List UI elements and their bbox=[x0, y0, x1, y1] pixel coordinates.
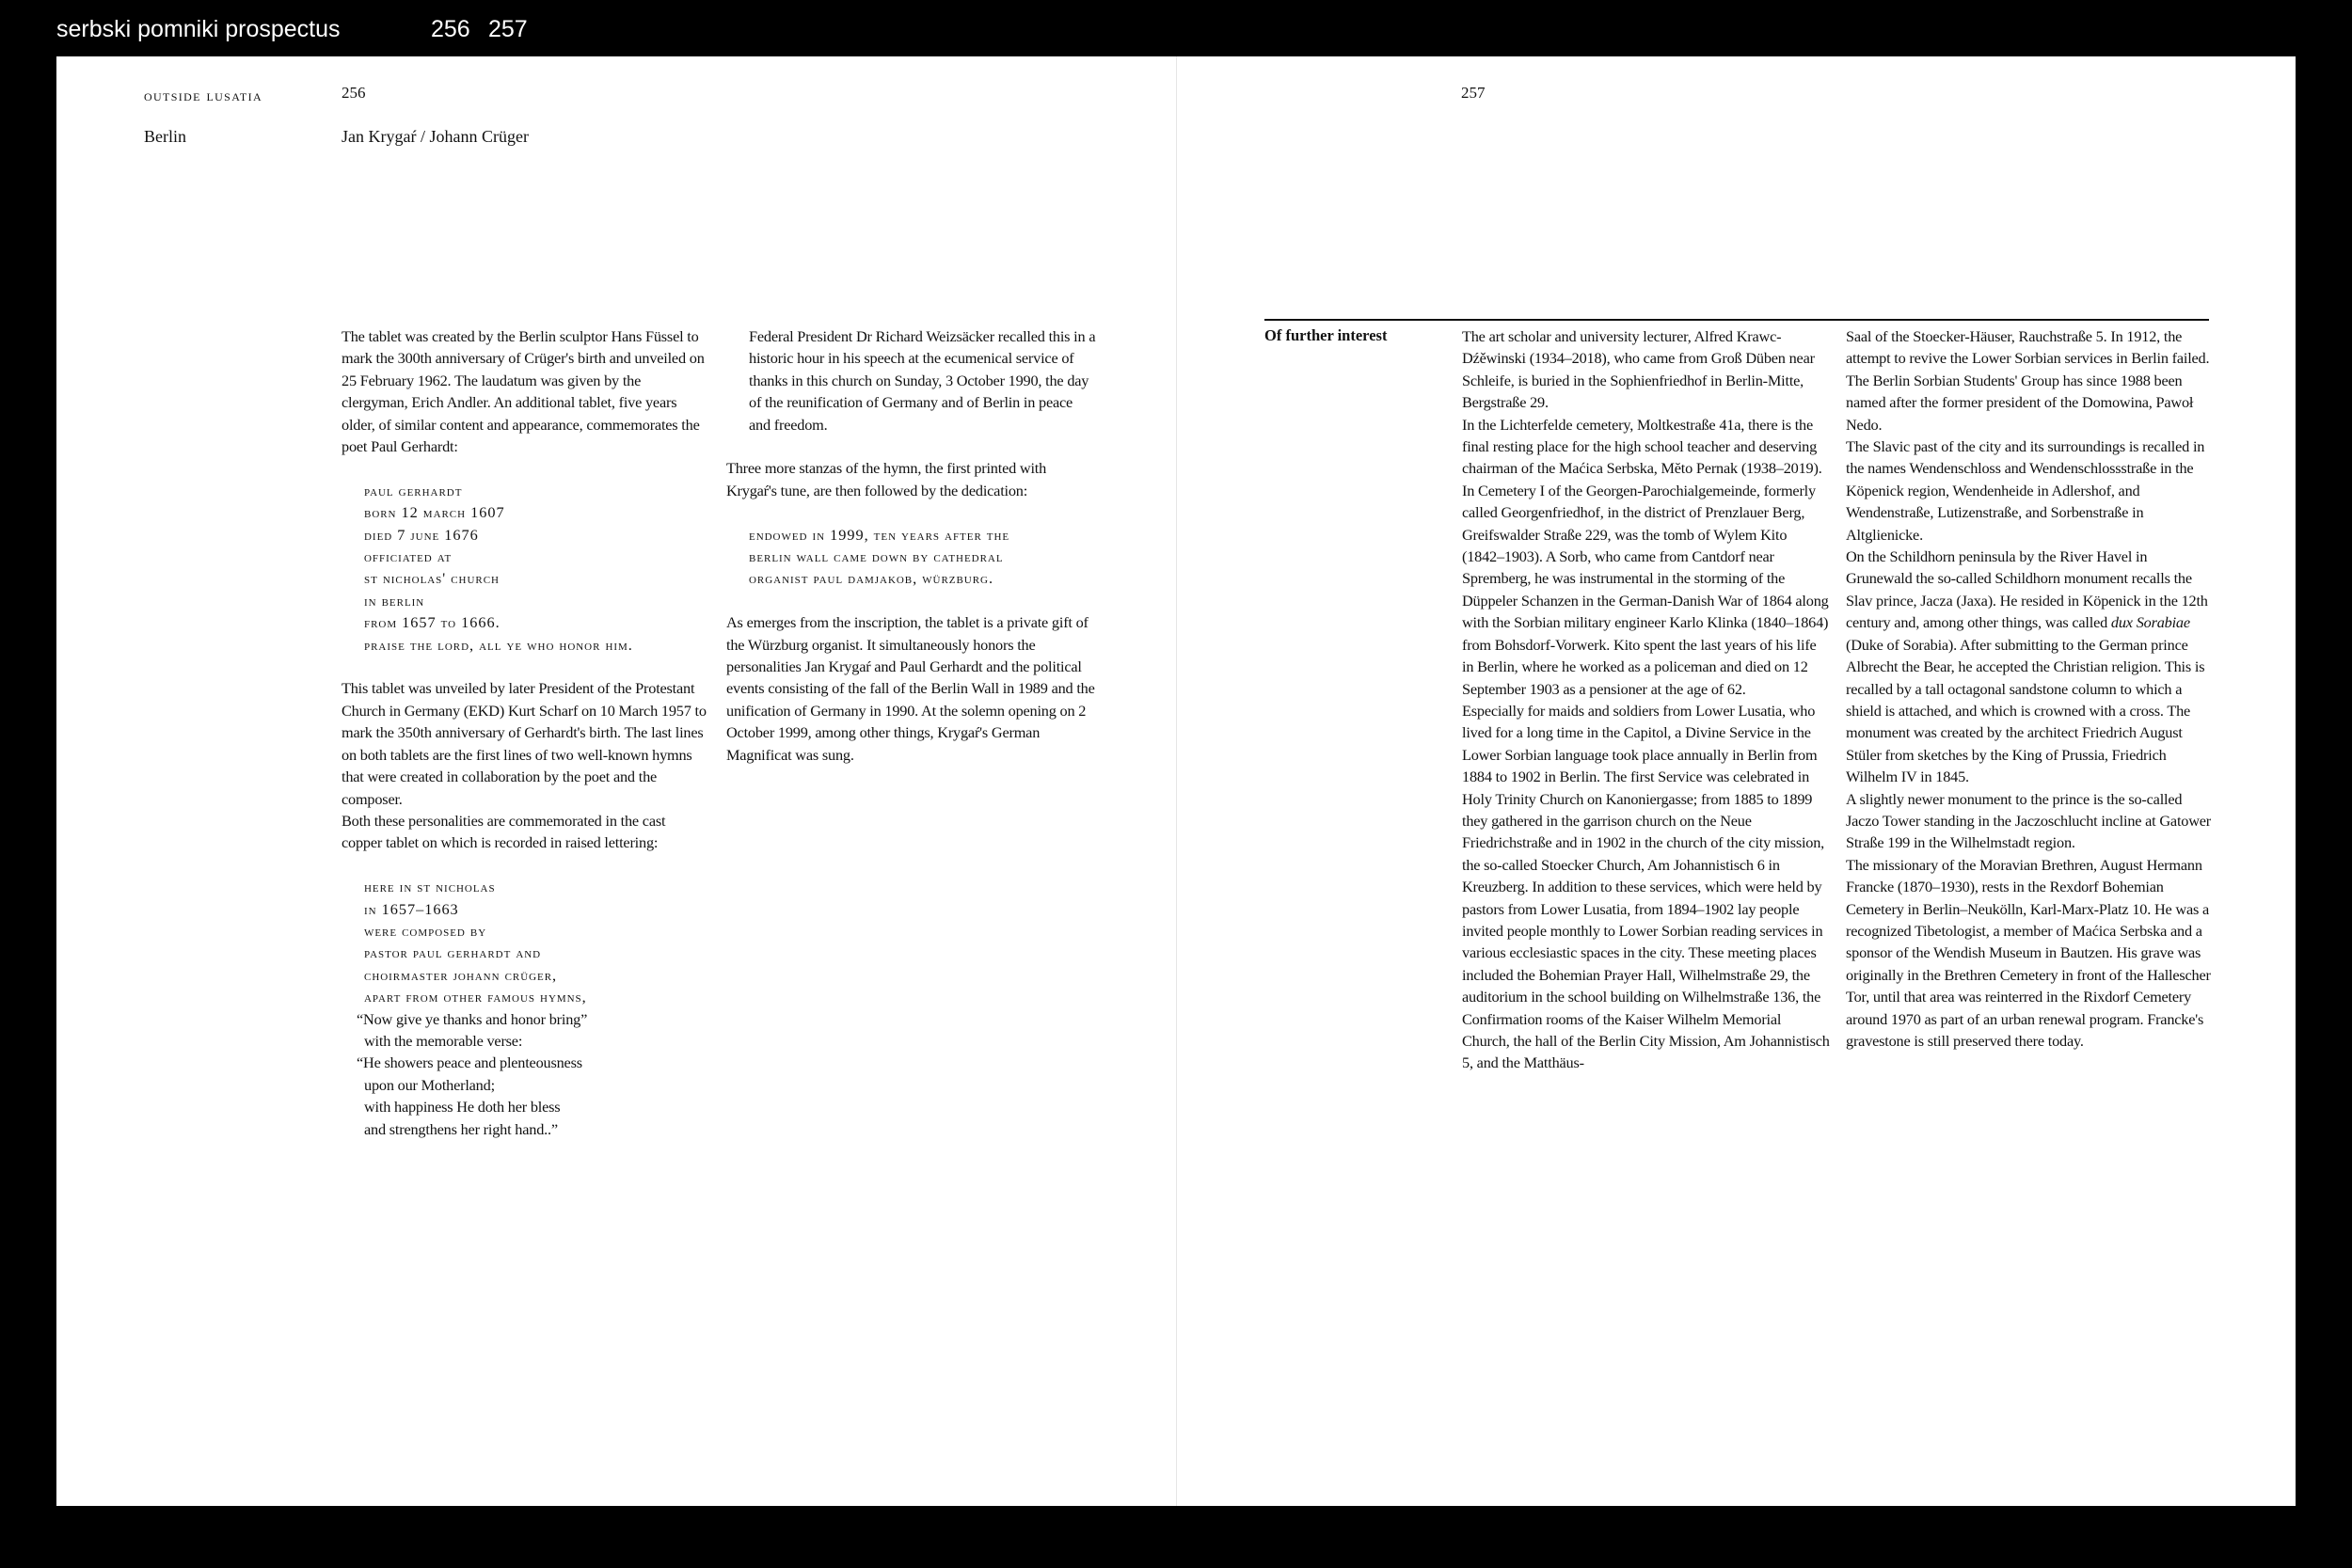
right-page bbox=[1177, 56, 2296, 1506]
paragraph: As emerges from the inscription, the tablet is a private gift of the Würzburg organist. It simultaneously honors the personalities Jan Krygaŕ and Paul Gerhardt and the political events consisting of the fall of the Berlin Wall in 1989 and the unification of Germany in 1990. At the solemn opening on 2 October 1999, among other things, Krygaŕ's German Magnificat was sung. bbox=[726, 613, 1095, 764]
running-head: outside lusatia bbox=[144, 87, 262, 104]
inscription-nicholas bbox=[342, 876, 708, 1140]
paragraph: The Berlin Sorbian Students' Group has since 1988 been named after the former president of the Domowina, Pawoł Nedo. bbox=[1846, 371, 2194, 434]
inscription-dedication bbox=[726, 524, 1097, 590]
inscription-line: from 1657 to 1666. bbox=[364, 613, 501, 632]
verse-line: with the memorable verse: bbox=[364, 1031, 523, 1050]
app-title: serbski pomniki prospectus bbox=[56, 16, 341, 42]
place-label: Berlin bbox=[144, 127, 186, 146]
paragraph: In Cemetery I of the Georgen-Parochialgemeinde, formerly called Georgenfriedhof, in the district of Prenzlauer Berg, Greifswalder Straße 229, was the tomb of Wylem Kito (1842–1903). A Sorb, who came from Cantdorf near Spremberg, he was instrumental in the storming of the Düppeler Schanzen in the German-Danish War of 1864 along with the Sorbian military engineer Karlo Klinka (1840–1864) from Bohsdorf-Vorwerk. Kito spent the last years of his life in Berlin, where he worked as a policeman and died on 12 September 1903 as a pensioner at the age of 62. bbox=[1462, 481, 1829, 698]
paragraph: In the Lichterfelde cemetery, Moltkestraße 41a, there is the final resting place for the high school teacher and deserving chairman of the Maćica Serbska, Mĕto Pernak (1938–2019). bbox=[1462, 415, 1822, 478]
paragraph-text: On the Schildhorn peninsula by the River Havel in Grunewald the so-called Schildhorn monument recalls the Slav prince, Jacza (Jaxa). He resided in Köpenick in the 12th century and, among other things, was called bbox=[1846, 547, 2208, 632]
inscription-line: born 12 march 1607 bbox=[364, 503, 505, 522]
inscription-line: apart from other famous hymns, bbox=[364, 988, 587, 1006]
verse-line: and strengthens her right hand..” bbox=[364, 1119, 558, 1138]
inscription-line: here in st nicholas bbox=[364, 878, 496, 896]
inscription-line: st nicholas' church bbox=[364, 569, 500, 588]
verse-line: upon our Motherland; bbox=[364, 1075, 495, 1094]
paragraph-text: (Duke of Sorabia). After submitting to the German prince Albrecht the Bear, he accepted the Christian religion. This is recalled by a tall octagonal sandstone column to which a shield is attached, and which is crowned with a cross. The monument was created by the architect Friedrich August Stüler from sketches by the King of Prussia, Friedrich Wilhelm IV in 1845. bbox=[1846, 635, 2205, 786]
paragraph: Both these personalities are commemorated in the cast copper tablet on which is recorded in raised lettering: bbox=[342, 811, 666, 852]
latin-title: dux Sorabiae bbox=[2110, 613, 2190, 632]
paragraph: The art scholar and university lecturer, Alfred Krawc-Dźěwinski (1934–2018), who came from Groß Düben near Schleife, is buried in the Sophienfriedhof in Berlin-Mitte, Bergstraße 29. bbox=[1462, 327, 1815, 412]
paragraph: Saal of the Stoecker-Häuser, Rauchstraße 5. In 1912, the attempt to revive the Lower Sorbian services in Berlin failed. bbox=[1846, 327, 2210, 368]
top-bar bbox=[0, 0, 2352, 56]
inscription-line: organist paul damjakob, würzburg. bbox=[749, 569, 994, 588]
inscription-gerhardt bbox=[342, 480, 708, 656]
paragraph: The Slavic past of the city and its surroundings is recalled in the names Wendenschloss and Wendenschlossstraße in the Köpenick region, Wendenheide in Adlershof, and Wendenstraße, Lutizenstraße, and Sorbenstraße in Altglienicke. bbox=[1846, 437, 2205, 544]
inscription-line: choirmaster johann crüger, bbox=[364, 965, 558, 984]
verse-line: “He showers peace and plenteousness bbox=[357, 1053, 582, 1072]
book-spread bbox=[56, 56, 2296, 1506]
paragraph: Three more stanzas of the hymn, the first printed with Krygaŕ's tune, are then followed by the dedication: bbox=[726, 459, 1047, 499]
verse-line: with happiness He doth her bless bbox=[364, 1098, 561, 1117]
paragraph: The missionary of the Moravian Brethren, August Hermann Francke (1870–1930), rests in the Rexdorf Bohemian Cemetery in Berlin–Neukölln, Karl-Marx-Platz 10. He was a recognized Tibetologist, a member of Maćica Serbska and a sponsor of the Wendish Museum in Bautzen. His grave was originally in the Brethren Cemetery in front of the Hallescher Tor, until that area was reinterred in the Rixdorf Cemetery around 1970 as part of an urban renewal program. Francke's gravestone is still preserved there today. bbox=[1846, 855, 2211, 1050]
section-rule bbox=[1264, 319, 2209, 321]
page-link-257[interactable]: 257 bbox=[488, 16, 528, 42]
inscription-line: berlin wall came down by cathedral bbox=[749, 547, 1004, 566]
inscription-line: in 1657–1663 bbox=[364, 899, 459, 918]
section-label: Of further interest bbox=[1264, 326, 1388, 344]
left-column-1 bbox=[342, 325, 708, 1140]
right-column-2 bbox=[1846, 325, 2215, 1052]
paragraph: The tablet was created by the Berlin sculptor Hans Füssel to mark the 300th anniversary of Crüger's birth and unveiled on 25 February 1962. The laudatum was given by the clergyman, Erich Andler. An additional tablet, five years older, of similar content and appearance, commemorates the poet Paul Gerhardt: bbox=[342, 327, 705, 456]
paragraph bbox=[1846, 546, 2215, 787]
paragraph: This tablet was unveiled by later President of the Protestant Church in Germany (EKD) Kurt Scharf on 10 March 1957 to mark the 350th anniversary of Gerhardt's birth. The last lines on both tablets are the first lines of two well-known hymns that were created in collaboration by the poet and the composer. bbox=[342, 679, 707, 808]
left-column-2 bbox=[726, 325, 1097, 766]
inscription-line: officiated at bbox=[364, 547, 453, 566]
paragraph: A slightly newer monument to the prince is the so-called Jaczo Tower standing in the Jaczoschlucht incline at Gatower Straße 199 in the Wilhelmstadt region. bbox=[1846, 789, 2212, 852]
inscription-line: praise the lord, all ye who honor him. bbox=[364, 635, 633, 654]
inscription-line: pastor paul gerhardt and bbox=[364, 943, 542, 962]
left-page bbox=[56, 56, 1176, 1506]
paragraph: Especially for maids and soldiers from Lower Lusatia, who lived for a long time in the Capitol, a Divine Service in the Lower Sorbian language took place annually in Berlin from 1884 to 1902 in Berlin. The first Service was celebrated in Holy Trinity Church on Kanoniergasse; from 1885 to 1899 they gathered in the garrison church on the Neue Friedrichstraße and in 1902 in the church of the city mission, the so-called Stoecker Church, Am Johannistisch 6 in Kreuzberg. In addition to these services, which were held by pastors from Lower Lusatia, from 1894–1902 lay people invited people monthly to Lower Sorbian reading services in various ecclesiastic spaces in the city. These meeting places included the Bohemian Prayer Hall, Wilhelmstraße 29, the auditorium in the school building on Wilhelmstraße 136, the Confirmation rooms of the Kaiser Wilhelm Memorial Church, the hall of the Berlin City Mission, Am Johannistisch 5, and the Matthäus- bbox=[1462, 701, 1830, 1072]
page-link-256[interactable]: 256 bbox=[431, 16, 470, 42]
inscription-line: endowed in 1999, ten years after the bbox=[749, 525, 1010, 544]
inscription-line: paul gerhardt bbox=[364, 481, 463, 499]
inscription-line: in berlin bbox=[364, 591, 425, 610]
right-column-1 bbox=[1462, 325, 1831, 1074]
page-number: 257 bbox=[1461, 84, 1486, 102]
verse-line: “Now give ye thanks and honor bring” bbox=[357, 1009, 588, 1028]
page-number: 256 bbox=[342, 84, 366, 102]
paragraph: Federal President Dr Richard Weizsäcker recalled this in a historic hour in his speech at the ecumenical service of thanks in this church on Sunday, 3 October 1990, the day of the reunification of Germany and of Berlin in peace and freedom. bbox=[749, 327, 1096, 434]
inscription-line: died 7 june 1676 bbox=[364, 525, 479, 544]
entry-heading: Jan Krygaŕ / Johann Crüger bbox=[342, 127, 529, 146]
inscription-line: were composed by bbox=[364, 921, 487, 940]
